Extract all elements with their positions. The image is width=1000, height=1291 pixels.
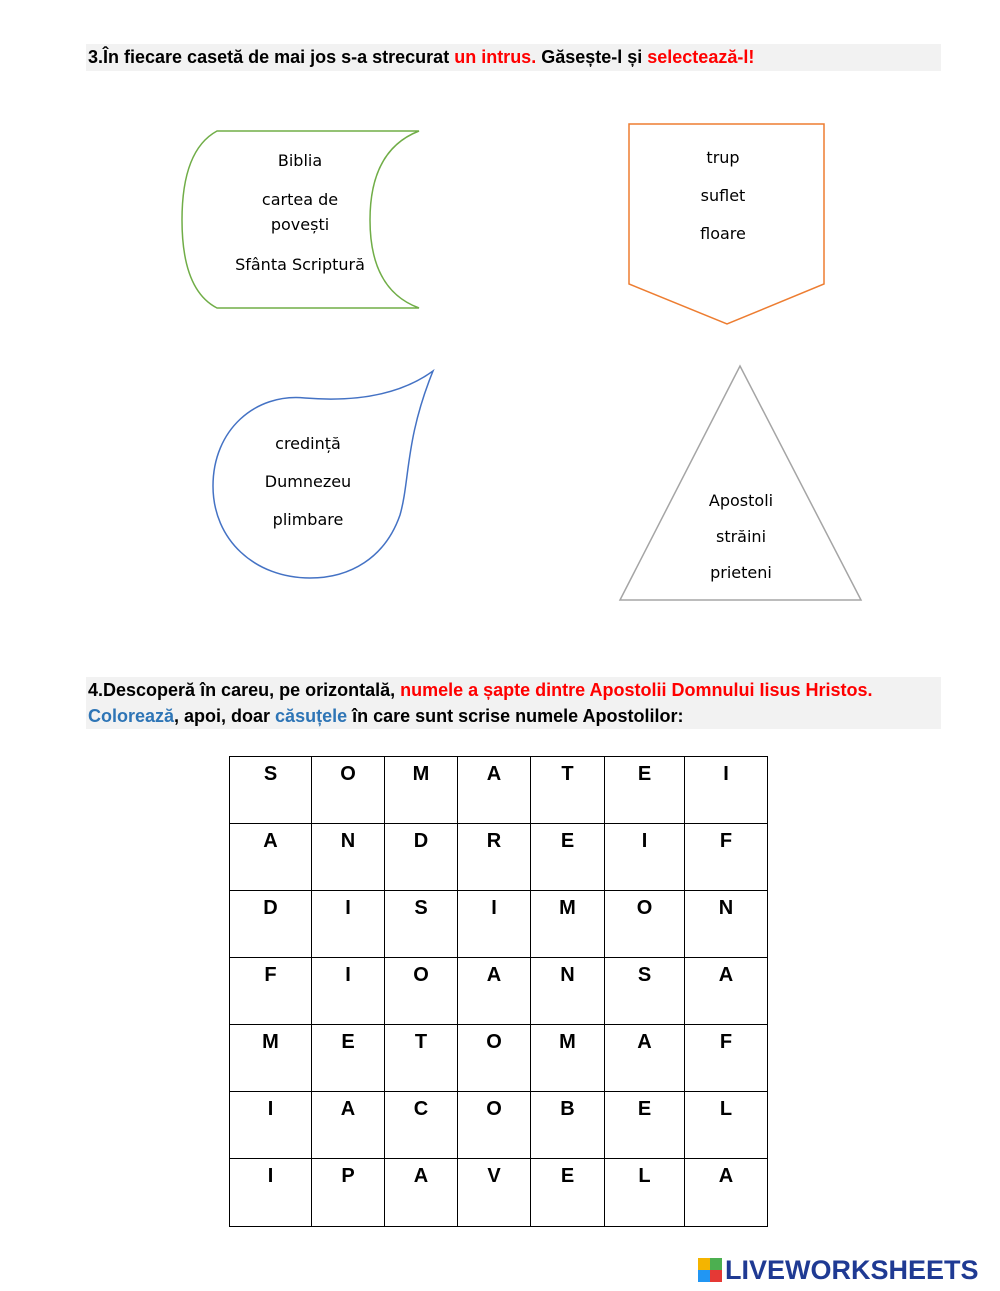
exercise-3-highlight-1: un intrus. <box>454 47 537 67</box>
exercise-4-number: 4. <box>88 680 104 700</box>
grid-cell[interactable]: O <box>458 1092 531 1159</box>
exercise-3-highlight-2: selectează-l! <box>647 47 755 67</box>
grid-cell[interactable]: A <box>685 958 768 1025</box>
word-biblia[interactable]: Biblia <box>277 151 323 170</box>
grid-cell[interactable]: D <box>385 824 458 891</box>
grid-cell[interactable]: D <box>230 891 312 958</box>
grid-cell[interactable]: F <box>685 824 768 891</box>
word-dumnezeu[interactable]: Dumnezeu <box>264 472 352 491</box>
grid-row <box>230 757 768 824</box>
exercise-4-blue-2: căsuțele <box>275 706 348 726</box>
grid-cell[interactable]: C <box>385 1092 458 1159</box>
exercise-4-blue-1: Colorează <box>88 706 175 726</box>
exercise-3-text-1: În fiecare casetă de mai jos s-a strecurat <box>103 47 455 67</box>
grid-cell[interactable]: M <box>531 1025 605 1092</box>
grid-cell[interactable]: R <box>458 824 531 891</box>
grid-cell[interactable]: E <box>605 757 685 824</box>
word-credinta[interactable]: credință <box>275 434 341 453</box>
grid-cell[interactable]: S <box>385 891 458 958</box>
word-prieteni[interactable]: prieteni <box>710 563 772 582</box>
grid-cell[interactable]: O <box>605 891 685 958</box>
grid-cell[interactable]: O <box>458 1025 531 1092</box>
logo-mark-icon <box>698 1258 722 1282</box>
grid-cell[interactable]: E <box>531 824 605 891</box>
word-suflet[interactable]: suflet <box>700 186 746 205</box>
grid-cell[interactable]: L <box>685 1092 768 1159</box>
grid-cell[interactable]: V <box>458 1159 531 1227</box>
grid-row <box>230 891 768 958</box>
grid-cell[interactable]: M <box>230 1025 312 1092</box>
grid-cell[interactable]: N <box>531 958 605 1025</box>
grid-cell[interactable]: A <box>685 1159 768 1227</box>
exercise-4-text-2: , apoi, doar <box>174 706 276 726</box>
grid-cell[interactable]: E <box>312 1025 385 1092</box>
grid-cell[interactable]: A <box>458 958 531 1025</box>
grid-cell[interactable]: B <box>531 1092 605 1159</box>
exercise-4-instruction-line-1 <box>86 677 941 703</box>
grid-cell[interactable]: I <box>312 891 385 958</box>
exercise-3-text-2: Găsește-l și <box>536 47 648 67</box>
grid-cell[interactable]: A <box>458 757 531 824</box>
logo-text: LIVEWORKSHEETS <box>725 1254 979 1285</box>
exercise-4-highlight-1: numele a șapte dintre Apostolii Domnului Iisus Hristos. <box>400 680 873 700</box>
word-povesti[interactable]: povești <box>270 215 330 234</box>
grid-row <box>230 824 768 891</box>
grid-cell[interactable]: N <box>312 824 385 891</box>
word-sfanta-scriptura[interactable]: Sfânta Scriptură <box>235 255 365 274</box>
grid-cell[interactable]: T <box>385 1025 458 1092</box>
grid-cell[interactable]: O <box>312 757 385 824</box>
exercise-4-text-3: în care sunt scrise numele Apostolilor: <box>347 706 684 726</box>
grid-cell[interactable]: I <box>230 1159 312 1227</box>
grid-cell[interactable]: M <box>385 757 458 824</box>
grid-cell[interactable]: I <box>605 824 685 891</box>
grid-cell[interactable]: T <box>531 757 605 824</box>
grid-cell[interactable]: F <box>230 958 312 1025</box>
grid-row <box>230 1092 768 1159</box>
grid-row <box>230 958 768 1025</box>
grid-cell[interactable]: A <box>312 1092 385 1159</box>
grid-row <box>230 1025 768 1092</box>
exercise-4-instruction-line-2 <box>86 703 941 729</box>
grid-cell[interactable]: I <box>230 1092 312 1159</box>
grid-row <box>230 1159 768 1227</box>
word-cartea-de[interactable]: cartea de <box>261 190 339 209</box>
word-floare[interactable]: floare <box>700 224 746 243</box>
word-apostoli[interactable]: Apostoli <box>708 491 774 510</box>
grid-cell[interactable]: A <box>385 1159 458 1227</box>
grid-cell[interactable]: A <box>230 824 312 891</box>
word-trup[interactable]: trup <box>706 148 740 167</box>
grid-cell[interactable]: F <box>685 1025 768 1092</box>
grid-cell[interactable]: M <box>531 891 605 958</box>
word-straini[interactable]: străini <box>715 527 767 546</box>
exercise-4-text-1: Descoperă în careu, pe orizontală, <box>103 680 401 700</box>
grid-cell[interactable]: O <box>385 958 458 1025</box>
grid-cell[interactable]: E <box>531 1159 605 1227</box>
grid-cell[interactable]: P <box>312 1159 385 1227</box>
grid-cell[interactable]: S <box>605 958 685 1025</box>
word-plimbare[interactable]: plimbare <box>272 510 344 529</box>
grid-cell[interactable]: L <box>605 1159 685 1227</box>
grid-cell[interactable]: E <box>605 1092 685 1159</box>
grid-cell[interactable]: I <box>312 958 385 1025</box>
letter-grid <box>229 756 768 1227</box>
liveworksheets-logo <box>698 1255 979 1285</box>
grid-cell[interactable]: I <box>458 891 531 958</box>
grid-cell[interactable]: A <box>605 1025 685 1092</box>
exercise-3-number: 3. <box>88 47 104 67</box>
grid-cell[interactable]: S <box>230 757 312 824</box>
grid-cell[interactable]: N <box>685 891 768 958</box>
grid-cell[interactable]: I <box>685 757 768 824</box>
